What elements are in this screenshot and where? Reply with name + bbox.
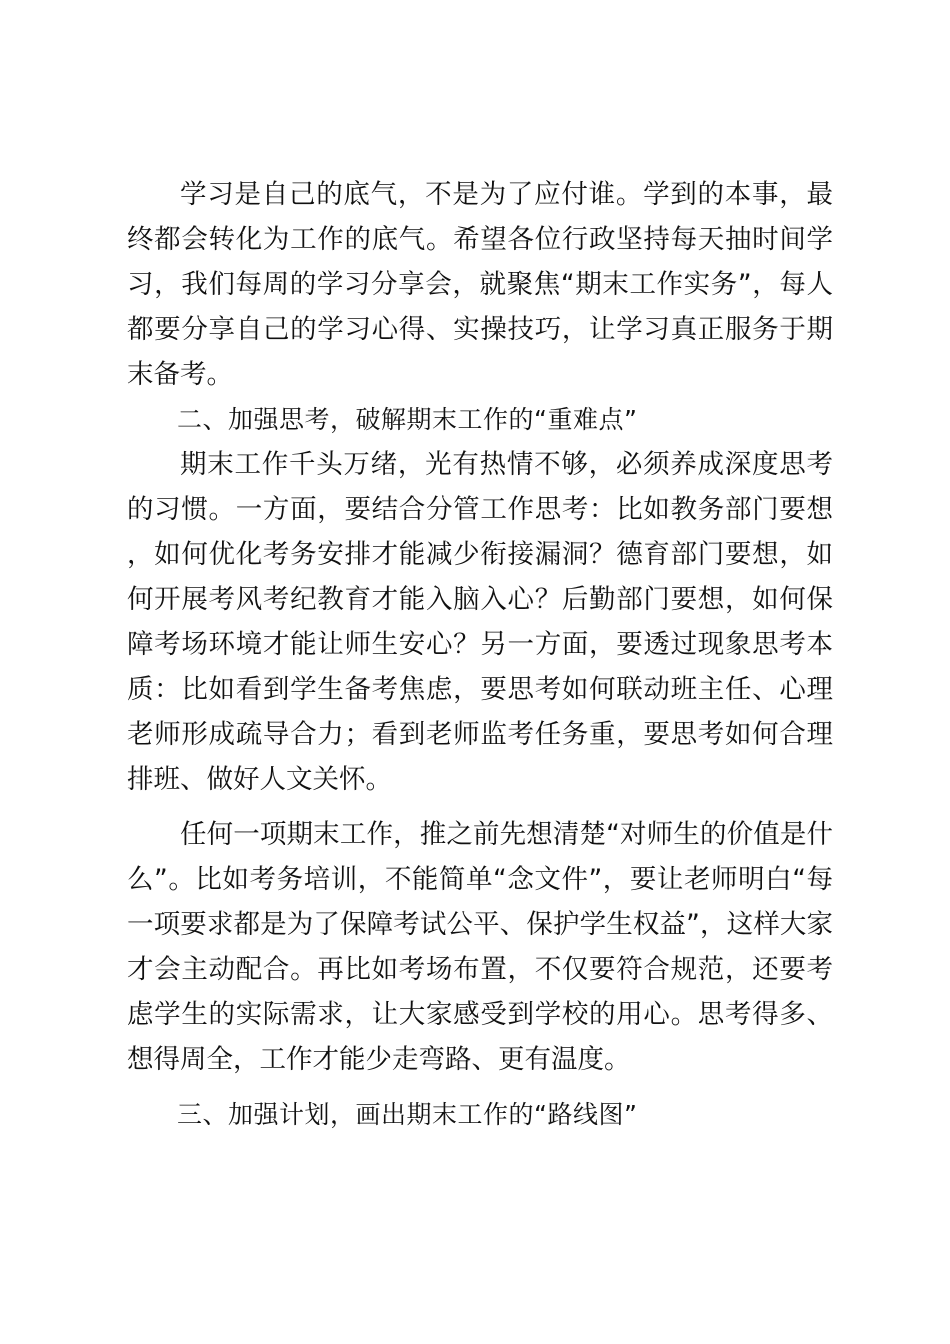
document-body (127, 172, 833, 1137)
section-heading-thinking: 二、加强思考，破解期末工作的“重难点” (177, 405, 638, 434)
paragraph-learning: 学习是自己的底气，不是为了应付谁。学到的本事，最终都会转化为工作的底气。希望各位行政坚持每天抽时间学习，我们每周的学习分享会，就聚焦“期末工作实务”，每人都要分享自己的学习心得、实操技巧，让学习真正服务于期末备考。 (127, 179, 833, 390)
paragraph-value: 任何一项期末工作，推之前先想清楚“对师生的价值是什么”。比如考务培训，不能简单“念文件”，要让老师明白“每一项要求都是为了保障考试公平、保护学生权益”，这样大家才会主动配合。再比如考场布置，不仅要符合规范，还要考虑学生的实际需求，让大家感受到学校的用心。思考得多、想得周全，工作才能少走弯路、更有温度。 (127, 819, 833, 1075)
paragraph-thinking: 期末工作千头万绪，光有热情不够，必须养成深度思考的习惯。一方面，要结合分管工作思考：比如教务部门要想，如何优化考务安排才能减少衔接漏洞？德育部门要想，如何开展考风考纪教育才能入脑入心？后勤部门要想，如何保障考场环境才能让师生安心？另一方面，要透过现象思考本质：比如看到学生备考焦虑，要思考如何联动班主任、心理老师形成疏导合力；看到老师监考任务重，要思考如何合理排班、做好人文关怀。 (127, 449, 833, 795)
section-heading-planning: 三、加强计划，画出期末工作的“路线图” (177, 1100, 638, 1129)
